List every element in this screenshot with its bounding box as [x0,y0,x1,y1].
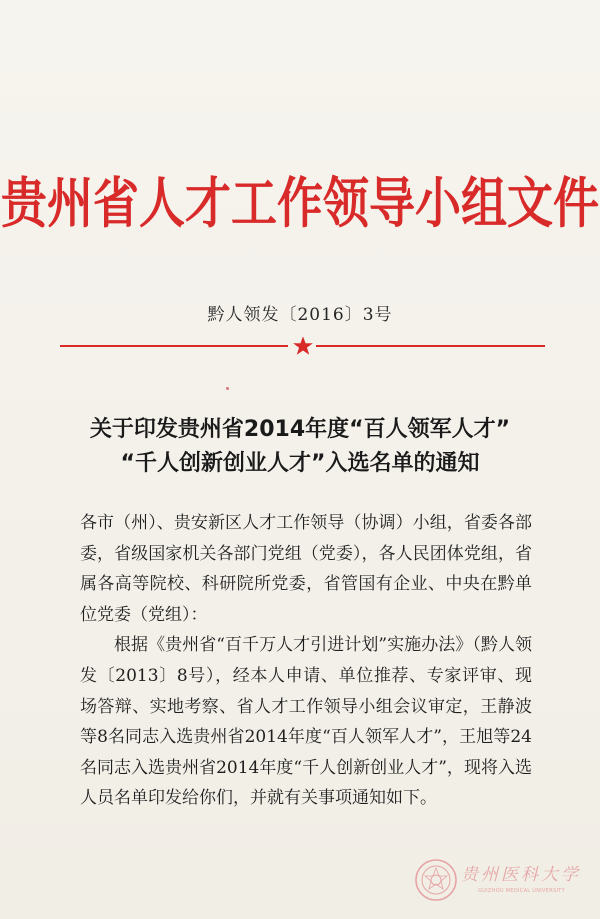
university-seal-icon [414,858,458,902]
document-number: 黔人领发〔2016〕3号 [207,305,393,325]
university-name-en-watermark: GUIZHOU MEDICAL UNIVERSITY [478,888,565,894]
divider-line-left [60,345,288,347]
divider-line-right [316,345,545,347]
body-paragraph-1: 根据《贵州省“百千万人才引进计划”实施办法》（黔人领发〔2013〕8号），经本人申请、单位推荐、专家评审、现场答辩、实地考察、省人才工作领导小组会议审定，王静波等8名同志入选贵州省2014年度“百人领军人才”，王旭等24名同志入选贵州省2014年度“千人创新创业人才”，现将入选人员名单印发给你们，并就有关事项通知如下。 [80,635,532,809]
star-icon [292,335,314,357]
document-header-title: 贵州省人才工作领导小组文件 [1,171,599,235]
notice-title-line-2: “千人创新创业人才”入选名单的通知 [120,451,480,476]
notice-title [0,413,600,481]
header-divider [60,339,545,353]
notice-title-line-1: 关于印发贵州省2014年度“百人领军人才” [89,417,511,442]
recipients-paragraph: 各市（州）、贵安新区人才工作领导（协调）小组，省委各部委，省级国家机关各部门党组（党委），各人民团体党组，省属各高等院校、科研院所党委，省管国有企业、中央在黔单位党委（党组）： [80,513,532,625]
university-name-watermark: 贵州医科大学 [461,865,581,885]
ink-speck [226,387,229,390]
notice-body [80,508,532,814]
